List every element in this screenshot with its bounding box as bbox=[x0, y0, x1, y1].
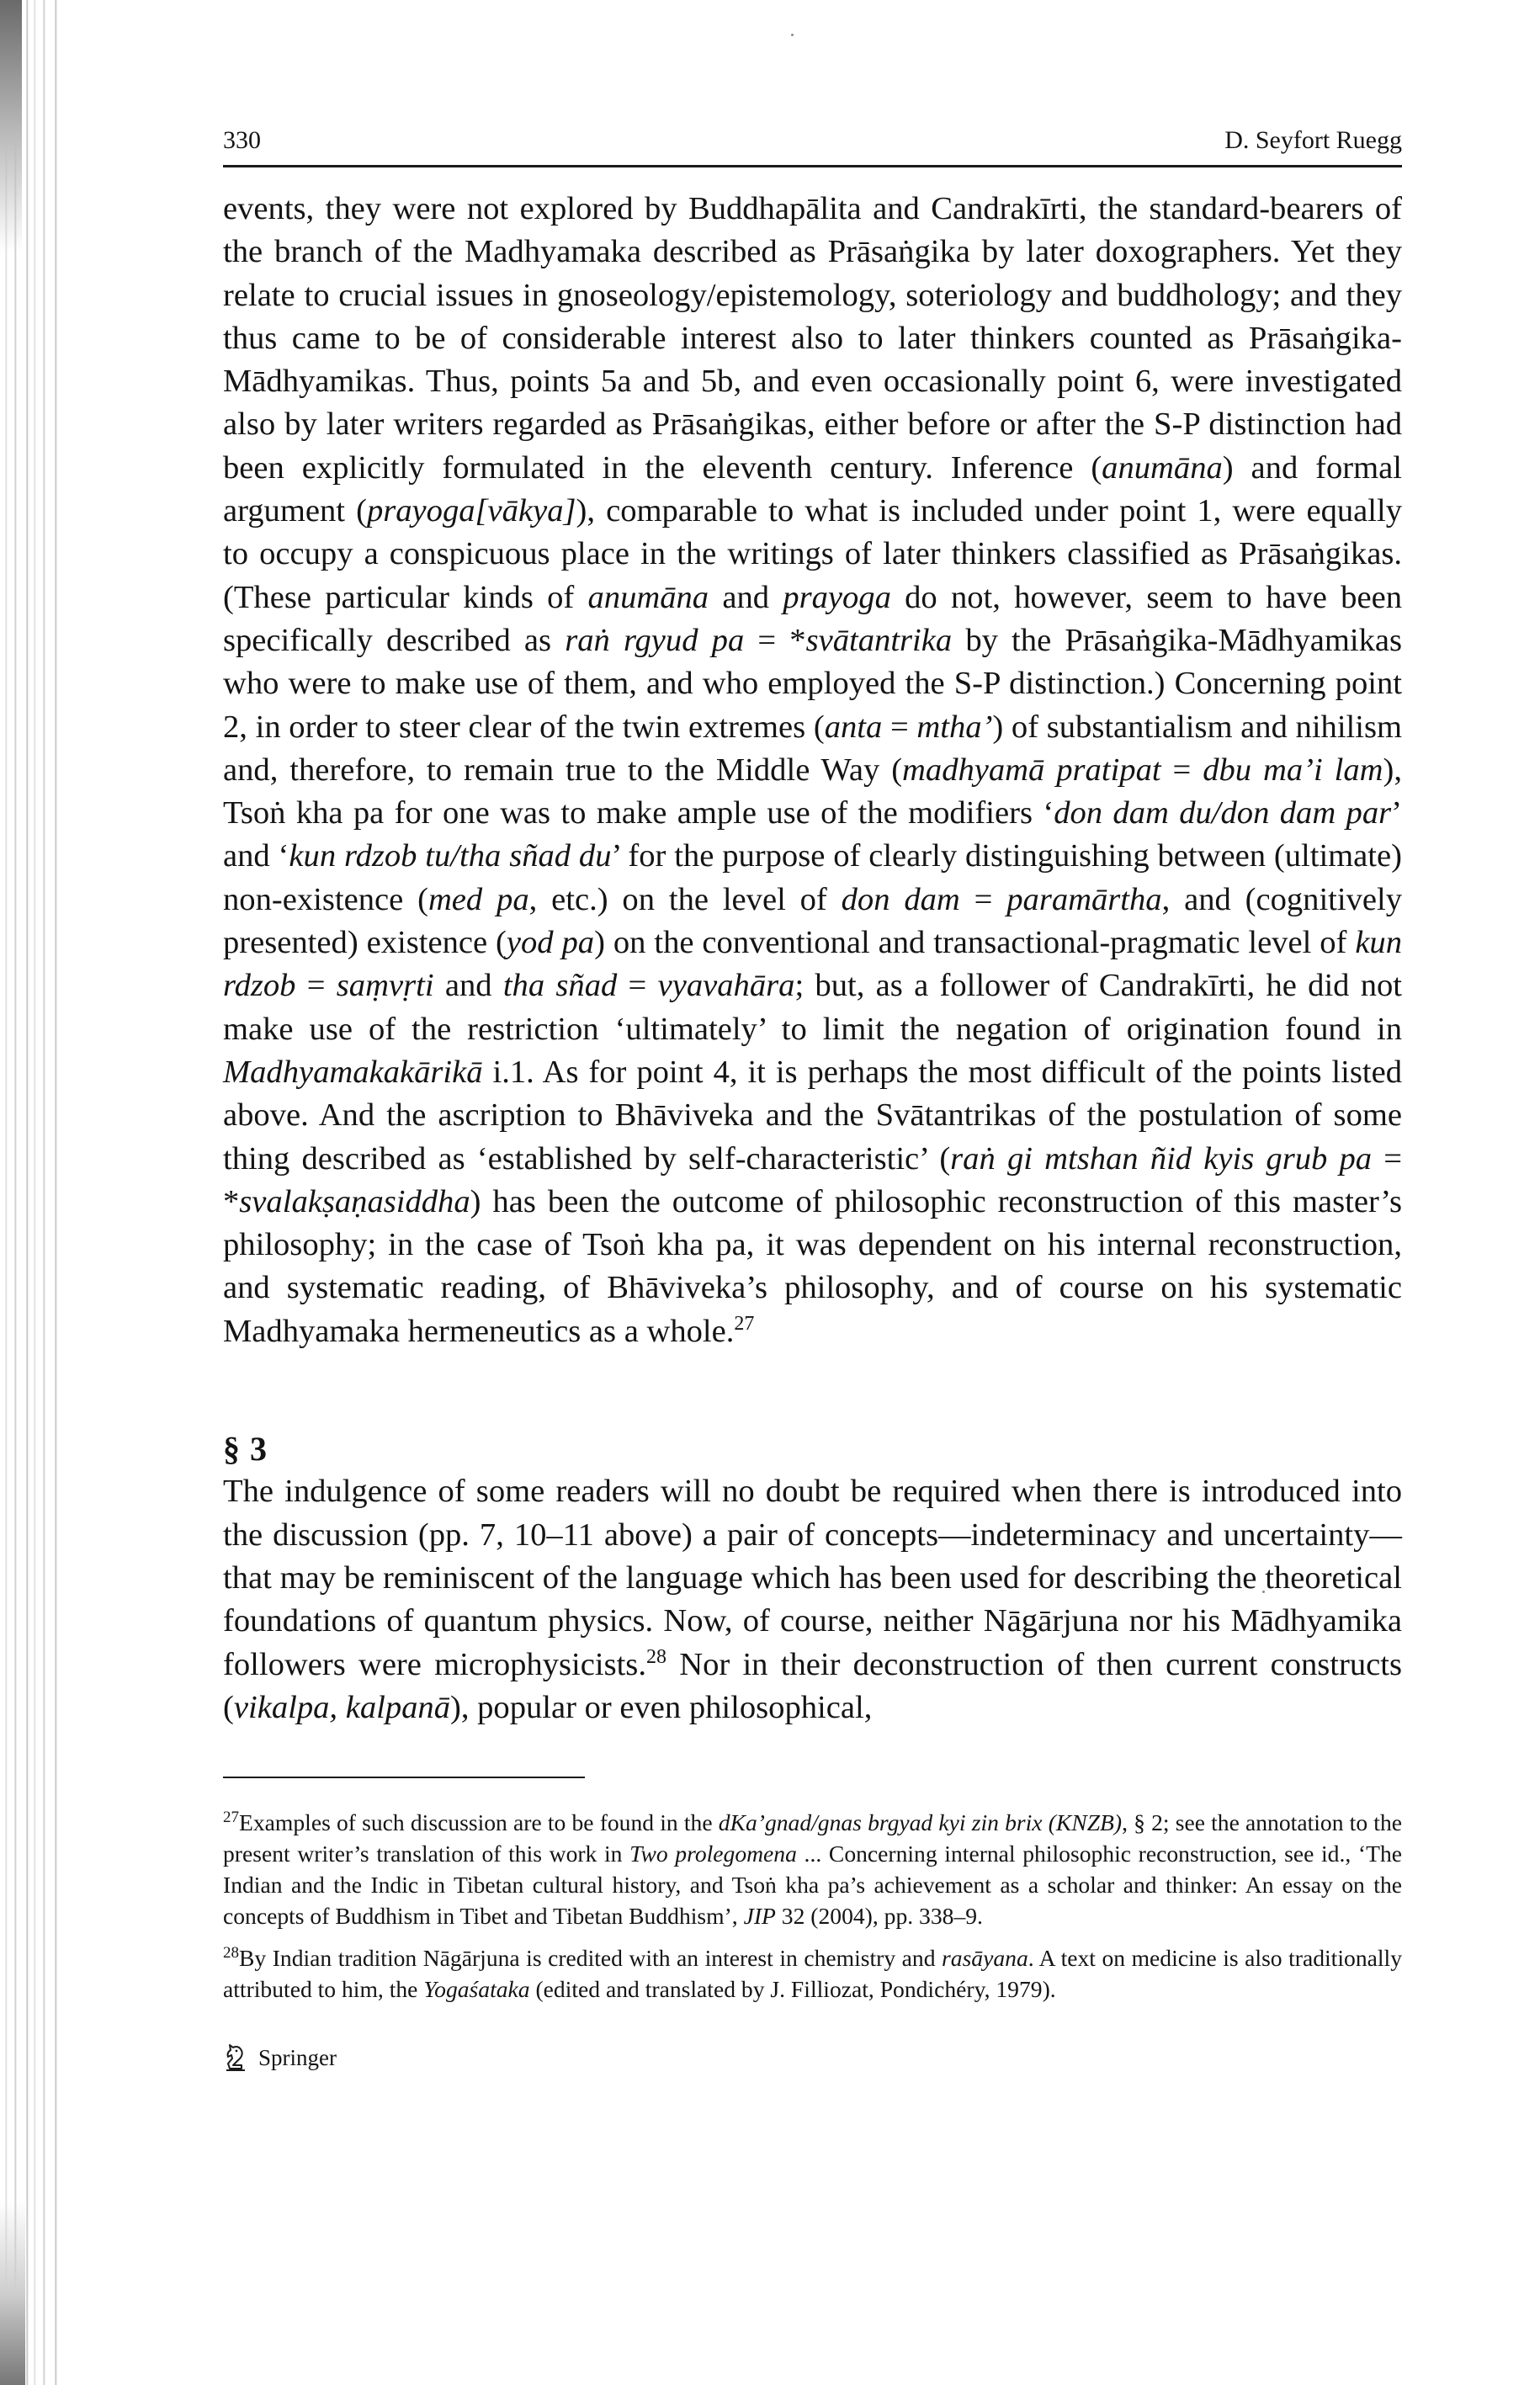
text-run: ) on the conventional and transactional-pragmatic level of bbox=[594, 925, 1356, 961]
text-run: ; but, as a follower of Candrakīrti, he did not make use of the restriction ‘ultimately’ to limit the negation of origination found in bbox=[223, 968, 1403, 1047]
text-run: The indulgence of some readers will no doubt be required when there is introduced into the discussion (pp. 7, 10–11 above) a pair of concepts—indeterminacy and uncertainty—that may be reminiscent of the language which has been used for describing the theoretical foundations of quantum physics. Now, of course, neither Nāgārjuna nor his Mādhyamika followers were microphysicists. bbox=[223, 1474, 1402, 1682]
text-run: ), Tsoṅ kha pa for one was to make ample use of the modifiers ‘ bbox=[223, 752, 1402, 831]
springer-horse-icon bbox=[223, 2043, 248, 2072]
italic-term: med pa bbox=[427, 881, 529, 917]
page-number: 330 bbox=[223, 126, 261, 154]
text-run: do not, however, seem to have been specifically described as bbox=[223, 579, 1402, 658]
italic-term: paramārtha bbox=[1006, 881, 1162, 917]
italic-term: rasāyana bbox=[942, 1945, 1028, 1972]
text-run: ), popular or even philosophical, bbox=[449, 1689, 873, 1725]
text-run: = * bbox=[744, 622, 806, 658]
italic-term: svātantrika bbox=[805, 622, 953, 658]
text-run: (edited and translated by J. Filliozat, Pondichéry, 1979). bbox=[529, 1976, 1056, 2003]
italic-term: vikalpa, kalpanā bbox=[233, 1689, 450, 1725]
text-run: = bbox=[295, 968, 337, 1004]
text-run: i.1. As for point 4, it is perhaps the most difficult of the points listed above. And the ascription to Bhāviveka and the Svātantrikas of the postulation of some thing described as ‘established by self-characteristic’ ( bbox=[223, 1054, 1402, 1177]
text-run: and bbox=[709, 579, 783, 615]
italic-title: Two prolegomena bbox=[629, 1841, 797, 1867]
text-run: . A text on medicine is also traditionally attributed to him, the bbox=[223, 1945, 1402, 2003]
text-run: ) of substantialism and nihilism and, therefore, to remain true to the Middle Way ( bbox=[223, 709, 1402, 788]
italic-term: vyavahāra bbox=[657, 968, 795, 1004]
text-run: ... Concerning internal philosophic reconstruction, see id., ‘The Indian and the Indic in Tibetan cultural history, and Tsoṅ kha pa’s achievement as a scholar and thinker: An essay on the concepts of Buddhism in Tibet and Tibetan Buddhism’, bbox=[223, 1841, 1402, 1930]
italic-term: prayoga[vākya] bbox=[366, 493, 576, 529]
running-header bbox=[223, 126, 1402, 167]
footnote-ref-27[interactable]: 27 bbox=[734, 1312, 755, 1335]
publisher-name: Springer bbox=[258, 2044, 337, 2070]
text-run: ), comparable to what is included under point 1, were equally to occupy a conspicuous place in the writings of later thinkers classified as Prāsaṅgikas. (These particular kinds of bbox=[223, 493, 1402, 615]
italic-term: madhyamā pratipat bbox=[902, 752, 1161, 788]
text-run: = bbox=[882, 709, 917, 745]
footnote-28 bbox=[223, 1942, 1402, 2005]
italic-term: raṅ gi mtshan ñid kyis grub pa bbox=[950, 1140, 1373, 1177]
italic-term: anumāna bbox=[1102, 449, 1223, 486]
text-run: ) and formal argument ( bbox=[223, 449, 1402, 529]
section-heading: § 3 bbox=[223, 1430, 268, 1469]
footnotes bbox=[223, 1807, 1402, 2005]
text-run: ’ and ‘ bbox=[223, 795, 1402, 874]
page bbox=[223, 126, 1402, 2072]
text-run: by the Prāsaṅgika-Mādhyamikas who were to make use of them, and who employed the S-P distinction.) Concerning point 2, in order to steer clear of the twin extremes ( bbox=[223, 622, 1403, 745]
main-text bbox=[223, 188, 1402, 1729]
italic-term: mtha’ bbox=[916, 709, 993, 745]
paragraph bbox=[223, 1470, 1402, 1729]
footnote-divider bbox=[223, 1777, 585, 1778]
text-run: , etc.) on the level of bbox=[528, 881, 842, 917]
italic-term: anta bbox=[824, 709, 883, 745]
text-run: = bbox=[1160, 752, 1203, 788]
italic-title: Yogaśataka bbox=[423, 1976, 530, 2003]
italic-term: svalakṣaṇasiddha bbox=[239, 1183, 470, 1219]
footnote-number: 27 bbox=[223, 1808, 239, 1826]
paragraph bbox=[223, 188, 1402, 1353]
text-run: Examples of such discussion are to be found in the bbox=[239, 1809, 719, 1836]
italic-title: dKa’gnad/gnas brgyad kyi zin brix (KNZB) bbox=[718, 1809, 1123, 1836]
italic-term: don dam du/don dam par bbox=[1054, 795, 1392, 831]
italic-term: prayoga bbox=[783, 579, 891, 615]
text-run: = bbox=[959, 881, 1007, 917]
scan-speck bbox=[791, 34, 794, 36]
text-run: , § 2; see the annotation to the present writer’s translation of this work in bbox=[223, 1809, 1402, 1867]
italic-term: raṅ rgyud pa bbox=[565, 622, 745, 658]
italic-term: tha sñad bbox=[502, 968, 618, 1004]
publisher-footer bbox=[223, 2043, 1402, 2072]
italic-term: saṃvṛti bbox=[336, 968, 434, 1004]
running-head-author: D. Seyfort Ruegg bbox=[1224, 126, 1402, 154]
italic-term: don dam bbox=[841, 881, 960, 917]
text-run: , and (cognitively presented) existence ( bbox=[223, 881, 1403, 961]
footnote-27 bbox=[223, 1807, 1402, 1931]
italic-term: kun rdzob tu/tha sñad du bbox=[289, 838, 612, 874]
text-run: 32 (2004), pp. 338–9. bbox=[775, 1903, 983, 1930]
text-run: By Indian tradition Nāgārjuna is credited with an interest in chemistry and bbox=[239, 1945, 943, 1972]
italic-term: dbu ma’i lam bbox=[1203, 752, 1383, 788]
italic-term: yod pa bbox=[506, 925, 595, 961]
italic-term: Madhyamakakārikā bbox=[223, 1054, 483, 1090]
footnote-number: 28 bbox=[223, 1943, 239, 1962]
footnote-ref-28[interactable]: 28 bbox=[645, 1645, 666, 1668]
italic-title: JIP bbox=[743, 1903, 776, 1930]
text-run: and bbox=[433, 968, 503, 1004]
text-run: = bbox=[617, 968, 658, 1004]
text-run: Nor in their deconstruction of then current constructs ( bbox=[223, 1646, 1402, 1725]
text-run: ) has been the outcome of philosophic reconstruction of this master’s philosophy; in the case of Tsoṅ kha pa, it was dependent on his internal reconstruction, and systematic reading, of Bhāviveka’s philosophy, and of course on his systematic Madhyamaka hermeneutics as a whole. bbox=[223, 1183, 1402, 1349]
text-run: events, they were not explored by Buddhapālita and Candrakīrti, the standard-bearers of the branch of the Madhyamaka described as Prāsaṅgika by later doxographers. Yet they relate to crucial issues in gnoseology/epistemology, soteriology and buddhology; and they thus came to be of considerable interest also to later thinkers counted as Prāsaṅgika-Mādhyamikas. Thus, points 5a and 5b, and even occasionally point 6, were investigated also by later writers regarded as Prāsaṅgikas, either before or after the S-P distinction had been explicitly formulated in the eleventh century. Inference ( bbox=[223, 191, 1402, 486]
scan-binding-edge bbox=[0, 0, 59, 2385]
italic-term: kun rdzob bbox=[223, 925, 1403, 1004]
text-run: = * bbox=[223, 1140, 1403, 1219]
text-run: ’ for the purpose of clearly distinguishing between (ultimate) non-existence ( bbox=[223, 838, 1402, 917]
italic-term: anumāna bbox=[587, 579, 709, 615]
